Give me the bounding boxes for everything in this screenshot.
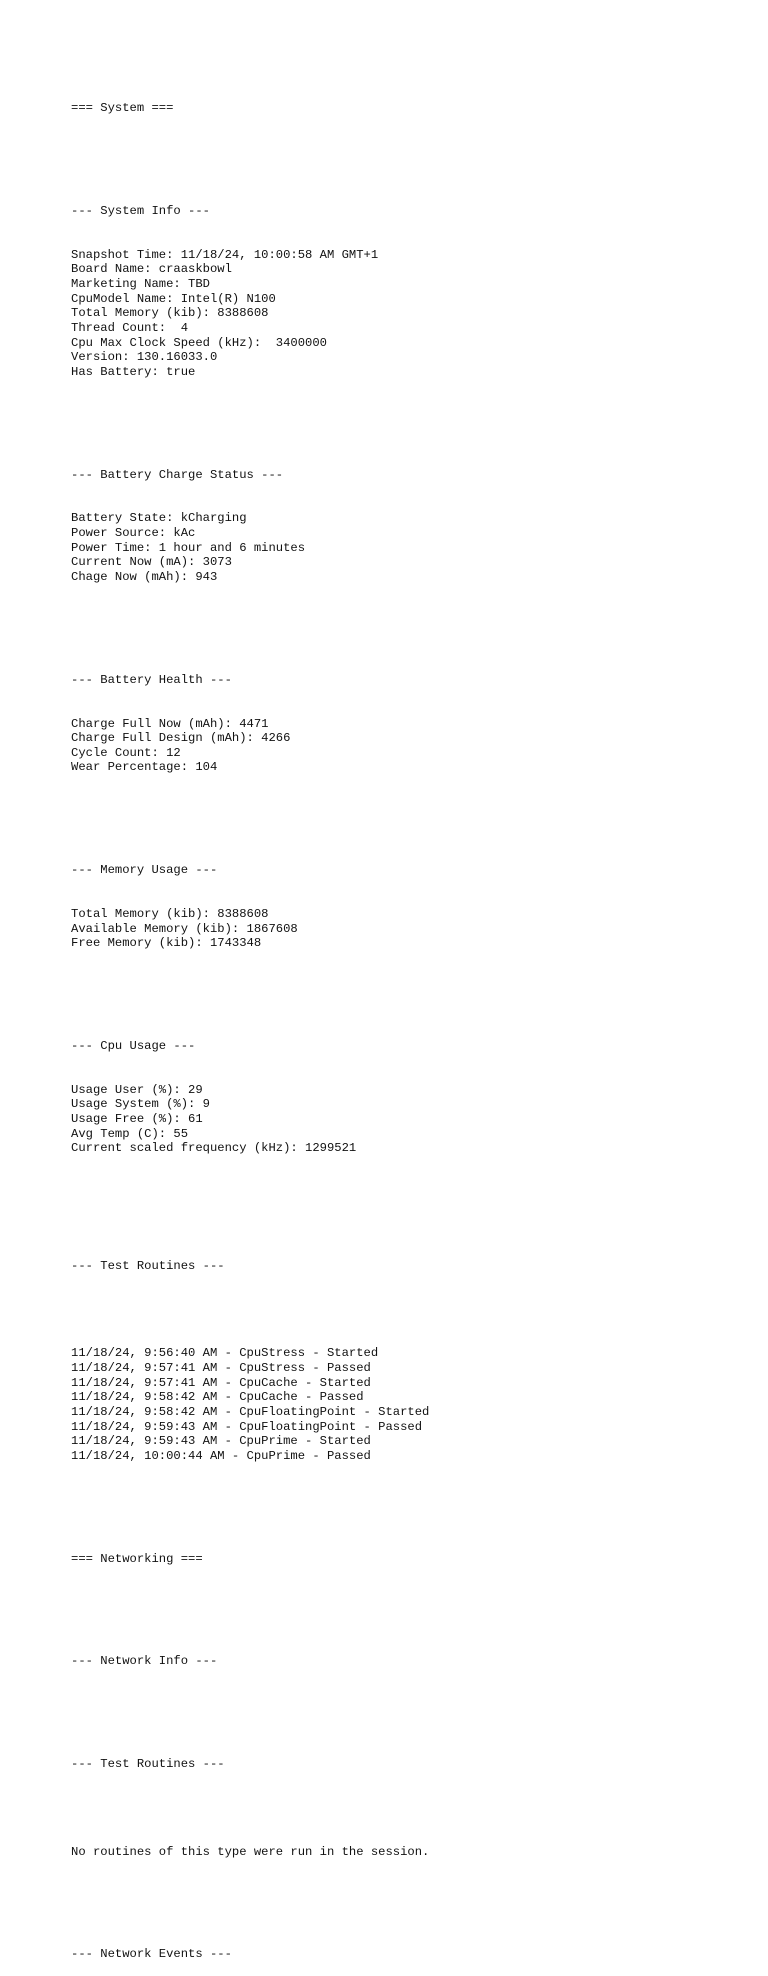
log-line: Current scaled frequency (kHz): 1299521 [71, 1141, 357, 1156]
log-line: Current Now (mA): 3073 [71, 555, 232, 570]
memory-usage-header: --- Memory Usage --- [71, 863, 218, 878]
log-line: 11/18/24, 9:58:42 AM - CpuCache - Passed [71, 1390, 364, 1405]
log-line: 11/18/24, 10:00:44 AM - CpuPrime - Passed [71, 1448, 371, 1463]
log-line: Thread Count: 4 [71, 321, 189, 336]
network-events-header: --- Network Events --- [71, 1947, 232, 1962]
log-line: Usage System (%): 9 [71, 1097, 210, 1112]
battery-health-list [71, 717, 751, 776]
log-line: Free Memory (kib): 1743348 [71, 936, 262, 951]
log-line: Battery State: kCharging [71, 511, 247, 526]
log-line: Snapshot Time: 11/18/24, 10:00:58 AM GMT+1 [71, 247, 379, 262]
network-test-routines-header: --- Test Routines --- [71, 1756, 225, 1771]
system-info-header: --- System Info --- [71, 203, 210, 218]
log-line: 11/18/24, 9:56:40 AM - CpuStress - Started [71, 1346, 379, 1361]
memory-usage-list [71, 907, 751, 951]
log-line: 11/18/24, 9:58:42 AM - CpuFloatingPoint - Started [71, 1405, 430, 1420]
log-line: Marketing Name: TBD [71, 277, 210, 292]
log-line: Total Memory (kib): 8388608 [71, 906, 269, 921]
log-line: 11/18/24, 9:59:43 AM - CpuFloatingPoint - Passed [71, 1419, 423, 1434]
log-line: Charge Full Now (mAh): 4471 [71, 716, 269, 731]
log-line: Usage Free (%): 61 [71, 1112, 203, 1127]
log-line: Has Battery: true [71, 364, 196, 379]
network-info-header: --- Network Info --- [71, 1654, 218, 1669]
log-line: Version: 130.16033.0 [71, 350, 218, 365]
networking-header: === Networking === [71, 1551, 203, 1566]
log-line: Cycle Count: 12 [71, 745, 181, 760]
log-line: Usage User (%): 29 [71, 1082, 203, 1097]
diagnostics-log [71, 72, 751, 1976]
system-header: === System === [71, 101, 174, 116]
log-line: 11/18/24, 9:57:41 AM - CpuCache - Started [71, 1375, 371, 1390]
log-line: CpuModel Name: Intel(R) N100 [71, 291, 276, 306]
battery-health-header: --- Battery Health --- [71, 672, 232, 687]
cpu-usage-list [71, 1083, 751, 1156]
system-test-routines-header: --- Test Routines --- [71, 1258, 225, 1273]
log-line: Board Name: craaskbowl [71, 262, 232, 277]
cpu-usage-header: --- Cpu Usage --- [71, 1038, 196, 1053]
log-line: Power Time: 1 hour and 6 minutes [71, 540, 306, 555]
log-line: Available Memory (kib): 1867608 [71, 921, 298, 936]
network-test-routines-message: No routines of this type were run in the session. [71, 1844, 430, 1859]
battery-charge-list [71, 511, 751, 584]
battery-charge-header: --- Battery Charge Status --- [71, 467, 284, 482]
log-line: 11/18/24, 9:59:43 AM - CpuPrime - Started [71, 1434, 371, 1449]
log-line: Charge Full Design (mAh): 4266 [71, 731, 291, 746]
log-line: Wear Percentage: 104 [71, 760, 218, 775]
log-line: Cpu Max Clock Speed (kHz): 3400000 [71, 335, 327, 350]
log-line: 11/18/24, 9:57:41 AM - CpuStress - Passed [71, 1361, 371, 1376]
log-line: Avg Temp (C): 55 [71, 1126, 189, 1141]
log-line: Power Source: kAc [71, 526, 196, 541]
system-info-list [71, 248, 751, 380]
log-line: Total Memory (kib): 8388608 [71, 306, 269, 321]
system-test-routines-list [71, 1346, 751, 1463]
log-line: Chage Now (mAh): 943 [71, 570, 218, 585]
